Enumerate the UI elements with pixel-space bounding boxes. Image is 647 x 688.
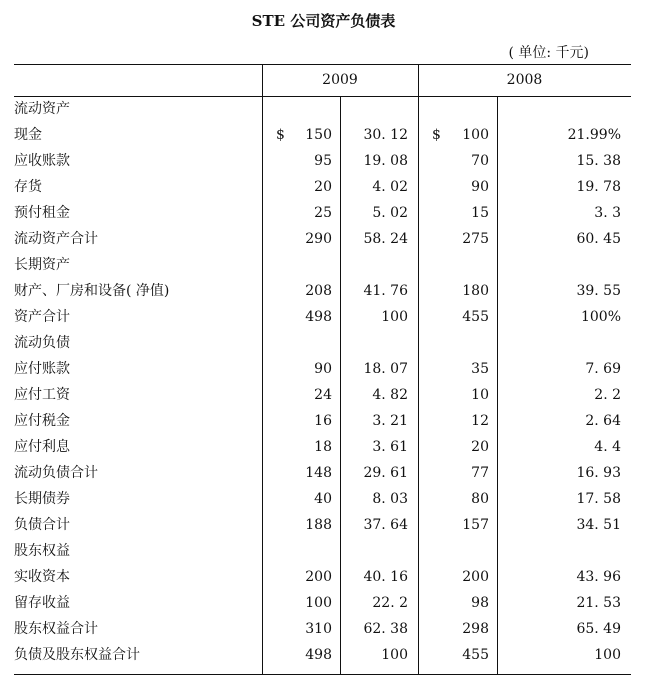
row-label: 股东权益 [14, 543, 70, 559]
percent-2008 [497, 252, 631, 278]
amount-2008-value: 20 [471, 439, 489, 455]
amount-2009 [262, 252, 340, 278]
balance-sheet-table [14, 96, 631, 668]
percent-2009 [340, 616, 418, 642]
amount-2008-value: 98 [471, 595, 489, 611]
amount-2009-value: 20 [314, 179, 332, 195]
percent-2008-value: 17. 58 [576, 491, 621, 507]
amount-2008-value: 35 [471, 361, 489, 377]
row-label: 留存收益 [14, 595, 70, 611]
row-label: 应付利息 [14, 439, 70, 455]
amount-2008 [418, 252, 497, 278]
percent-2008 [497, 408, 631, 434]
percent-2009-value: 18. 07 [363, 361, 408, 377]
percent-2008 [497, 434, 631, 460]
amount-2008-value [489, 101, 497, 117]
percent-2009-value: 41. 76 [363, 283, 408, 299]
amount-2009 [262, 278, 340, 304]
table-title: STE 公司资产负债表 [251, 12, 396, 30]
amount-2008-value: 10 [471, 387, 489, 403]
amount-2009-value: 24 [314, 387, 332, 403]
amount-2008 [418, 564, 497, 590]
percent-2009 [340, 590, 418, 616]
table-row [14, 408, 631, 434]
year-header-2008: 2008 [506, 72, 543, 88]
amount-2008-value: 275 [462, 231, 489, 247]
amount-2008-value: 90 [471, 179, 489, 195]
percent-2009 [340, 538, 418, 564]
percent-2009 [340, 148, 418, 174]
table-row [14, 252, 631, 278]
table-row [14, 486, 631, 512]
amount-2009 [262, 122, 340, 148]
amount-2009-value: 18 [314, 439, 332, 455]
amount-2009 [262, 486, 340, 512]
table-row [14, 512, 631, 538]
table-row [14, 330, 631, 356]
percent-2009 [340, 408, 418, 434]
row-label: 应付工资 [14, 387, 70, 403]
amount-2008-value: 157 [462, 517, 489, 533]
amount-2009 [262, 512, 340, 538]
amount-2008-value: 80 [471, 491, 489, 507]
table-row [14, 278, 631, 304]
amount-2009 [262, 330, 340, 356]
amount-2008-value: 70 [471, 153, 489, 169]
amount-2008-value: 298 [462, 621, 489, 637]
amount-2008 [418, 408, 497, 434]
percent-2009-value: 100 [381, 647, 408, 663]
amount-2009-value: 90 [314, 361, 332, 377]
amount-2008 [418, 278, 497, 304]
table-row [14, 122, 631, 148]
percent-2008-value: 19. 78 [576, 179, 621, 195]
percent-2008 [497, 278, 631, 304]
percent-2008 [497, 122, 631, 148]
percent-2008-value: 2. 64 [585, 413, 621, 429]
table-row [14, 304, 631, 330]
amount-2008-value: 455 [462, 647, 489, 663]
amount-2009-value: 498 [305, 647, 332, 663]
percent-2009-value: 19. 08 [363, 153, 408, 169]
amount-2008 [418, 434, 497, 460]
amount-2009 [262, 226, 340, 252]
percent-2008-value: 16. 93 [576, 465, 621, 481]
percent-2009-value: 29. 61 [363, 465, 408, 481]
amount-2009 [262, 200, 340, 226]
percent-2008 [497, 226, 631, 252]
amount-2008 [418, 304, 497, 330]
percent-2009-value [408, 335, 418, 351]
amount-2008 [418, 356, 497, 382]
currency-symbol: $ [432, 127, 441, 143]
percent-2008-value: 4. 4 [594, 439, 621, 455]
percent-2008-value: 100% [580, 309, 621, 325]
amount-2008 [418, 642, 497, 668]
percent-2008-value: 15. 38 [576, 153, 621, 169]
percent-2008-value: 7. 69 [585, 361, 621, 377]
amount-2008-value: 15 [471, 205, 489, 221]
percent-2009 [340, 330, 418, 356]
row-label: 现金 [14, 127, 42, 143]
percent-2008 [497, 174, 631, 200]
percent-2008 [497, 200, 631, 226]
percent-2008-value: 65. 49 [576, 621, 621, 637]
table-row [14, 148, 631, 174]
row-label: 负债及股东权益合计 [14, 647, 140, 663]
percent-2009-value: 8. 03 [372, 491, 408, 507]
amount-2008 [418, 226, 497, 252]
amount-2008 [418, 200, 497, 226]
amount-2008-value: 455 [462, 309, 489, 325]
amount-2009 [262, 304, 340, 330]
amount-2009 [262, 174, 340, 200]
amount-2008-value [489, 257, 497, 273]
percent-2009-value: 3. 61 [372, 439, 408, 455]
table-row [14, 226, 631, 252]
amount-2008 [418, 382, 497, 408]
row-label: 存货 [14, 179, 42, 195]
percent-2008-value: 100 [594, 647, 621, 663]
amount-2009 [262, 434, 340, 460]
percent-2008-value: 21. 53 [576, 595, 621, 611]
amount-2008 [418, 122, 497, 148]
percent-2008 [497, 460, 631, 486]
amount-2008 [418, 330, 497, 356]
percent-2008 [497, 382, 631, 408]
amount-2009 [262, 382, 340, 408]
percent-2008-value: 3. 3 [594, 205, 621, 221]
percent-2008-value: 34. 51 [576, 517, 621, 533]
percent-2009-value [408, 543, 418, 559]
percent-2009 [340, 200, 418, 226]
row-label: 实收资本 [14, 569, 70, 585]
amount-2009 [262, 460, 340, 486]
percent-2009-value: 3. 21 [372, 413, 408, 429]
percent-2009-value: 5. 02 [372, 205, 408, 221]
amount-2009-value [332, 101, 340, 117]
percent-2008 [497, 564, 631, 590]
percent-2008 [497, 512, 631, 538]
amount-2008-value: 12 [471, 413, 489, 429]
percent-2009 [340, 96, 418, 122]
percent-2009 [340, 304, 418, 330]
percent-2008-value: 60. 45 [576, 231, 621, 247]
percent-2009-value [408, 257, 418, 273]
amount-2009-value: 150 [305, 127, 332, 143]
percent-2008-value: 2. 2 [594, 387, 621, 403]
amount-2009 [262, 616, 340, 642]
amount-2008-value [489, 543, 497, 559]
row-label: 应收账款 [14, 153, 70, 169]
row-label: 股东权益合计 [14, 621, 98, 637]
amount-2008 [418, 174, 497, 200]
row-label: 应付税金 [14, 413, 70, 429]
amount-2008 [418, 590, 497, 616]
percent-2008 [497, 642, 631, 668]
percent-2009 [340, 278, 418, 304]
percent-2009-value: 58. 24 [363, 231, 408, 247]
percent-2009 [340, 122, 418, 148]
amount-2009 [262, 408, 340, 434]
table-row [14, 616, 631, 642]
amount-2008 [418, 616, 497, 642]
amount-2009-value: 40 [314, 491, 332, 507]
percent-2009-value: 22. 2 [372, 595, 408, 611]
percent-2009-value: 100 [381, 309, 408, 325]
amount-2009-value: 188 [305, 517, 332, 533]
amount-2008-value: 180 [462, 283, 489, 299]
percent-2008-value [621, 101, 631, 117]
row-label: 应付账款 [14, 361, 70, 377]
table-row [14, 382, 631, 408]
percent-2009 [340, 642, 418, 668]
amount-2009-value: 310 [305, 621, 332, 637]
percent-2009 [340, 252, 418, 278]
percent-2008 [497, 356, 631, 382]
percent-2008 [497, 330, 631, 356]
amount-2009-value: 16 [314, 413, 332, 429]
amount-2009-value [332, 257, 340, 273]
percent-2009-value: 62. 38 [363, 621, 408, 637]
row-label: 预付租金 [14, 205, 70, 221]
percent-2009-value: 30. 12 [363, 127, 408, 143]
amount-2008 [418, 538, 497, 564]
amount-2008 [418, 486, 497, 512]
percent-2008-value: 43. 96 [576, 569, 621, 585]
percent-2008 [497, 486, 631, 512]
amount-2009-value: 498 [305, 309, 332, 325]
amount-2009 [262, 564, 340, 590]
amount-2008 [418, 148, 497, 174]
table-row [14, 460, 631, 486]
amount-2009-value [332, 335, 340, 351]
table-row [14, 642, 631, 668]
amount-2008-value: 77 [471, 465, 489, 481]
amount-2008 [418, 96, 497, 122]
table-row [14, 434, 631, 460]
amount-2009 [262, 148, 340, 174]
amount-2009 [262, 96, 340, 122]
amount-2009-value: 290 [305, 231, 332, 247]
amount-2008-value: 200 [462, 569, 489, 585]
percent-2008 [497, 590, 631, 616]
table-row [14, 538, 631, 564]
amount-2008-value [489, 335, 497, 351]
percent-2008 [497, 616, 631, 642]
row-label: 长期债券 [14, 491, 70, 507]
percent-2009-value: 37. 64 [363, 517, 408, 533]
year-header-2009: 2009 [322, 72, 358, 88]
percent-2008 [497, 304, 631, 330]
percent-2008-value: 39. 55 [576, 283, 621, 299]
table-row [14, 174, 631, 200]
row-label: 负债合计 [14, 517, 70, 533]
percent-2009 [340, 564, 418, 590]
percent-2009-value: 4. 82 [372, 387, 408, 403]
amount-2009-value [332, 543, 340, 559]
currency-symbol: $ [276, 127, 285, 143]
percent-2008-value [621, 335, 631, 351]
percent-2009 [340, 512, 418, 538]
percent-2009-value [408, 101, 418, 117]
percent-2008 [497, 148, 631, 174]
amount-2009 [262, 538, 340, 564]
amount-2009-value: 95 [314, 153, 332, 169]
amount-2008 [418, 512, 497, 538]
amount-2009-value: 208 [305, 283, 332, 299]
percent-2008 [497, 96, 631, 122]
table-row [14, 564, 631, 590]
percent-2009 [340, 434, 418, 460]
amount-2008-value: 100 [462, 127, 489, 143]
amount-2009 [262, 356, 340, 382]
table-row [14, 356, 631, 382]
percent-2009 [340, 382, 418, 408]
amount-2009-value: 100 [305, 595, 332, 611]
percent-2009-value: 4. 02 [372, 179, 408, 195]
percent-2008-value [621, 543, 631, 559]
percent-2009 [340, 174, 418, 200]
amount-2009-value: 200 [305, 569, 332, 585]
amount-2009 [262, 642, 340, 668]
unit-note: ( 单位: 千元) [508, 45, 589, 61]
percent-2008-value: 21.99% [567, 127, 621, 143]
bottom-rule [14, 674, 631, 675]
percent-2009 [340, 226, 418, 252]
row-label: 资产合计 [14, 309, 70, 325]
percent-2008 [497, 538, 631, 564]
percent-2009-value: 40. 16 [363, 569, 408, 585]
percent-2009 [340, 486, 418, 512]
row-label: 长期资产 [14, 257, 70, 273]
table-row [14, 200, 631, 226]
amount-2009 [262, 590, 340, 616]
row-label: 财产、厂房和设备( 净值) [14, 283, 170, 299]
amount-2008 [418, 460, 497, 486]
amount-2009-value: 148 [305, 465, 332, 481]
row-label: 流动资产合计 [14, 231, 98, 247]
table-row [14, 96, 631, 122]
percent-2009 [340, 356, 418, 382]
percent-2009 [340, 460, 418, 486]
row-label: 流动负债合计 [14, 465, 98, 481]
table-row [14, 590, 631, 616]
table-body [14, 96, 631, 668]
amount-2009-value: 25 [314, 205, 332, 221]
row-label: 流动资产 [14, 101, 70, 117]
percent-2008-value [621, 257, 631, 273]
row-label: 流动负债 [14, 335, 70, 351]
